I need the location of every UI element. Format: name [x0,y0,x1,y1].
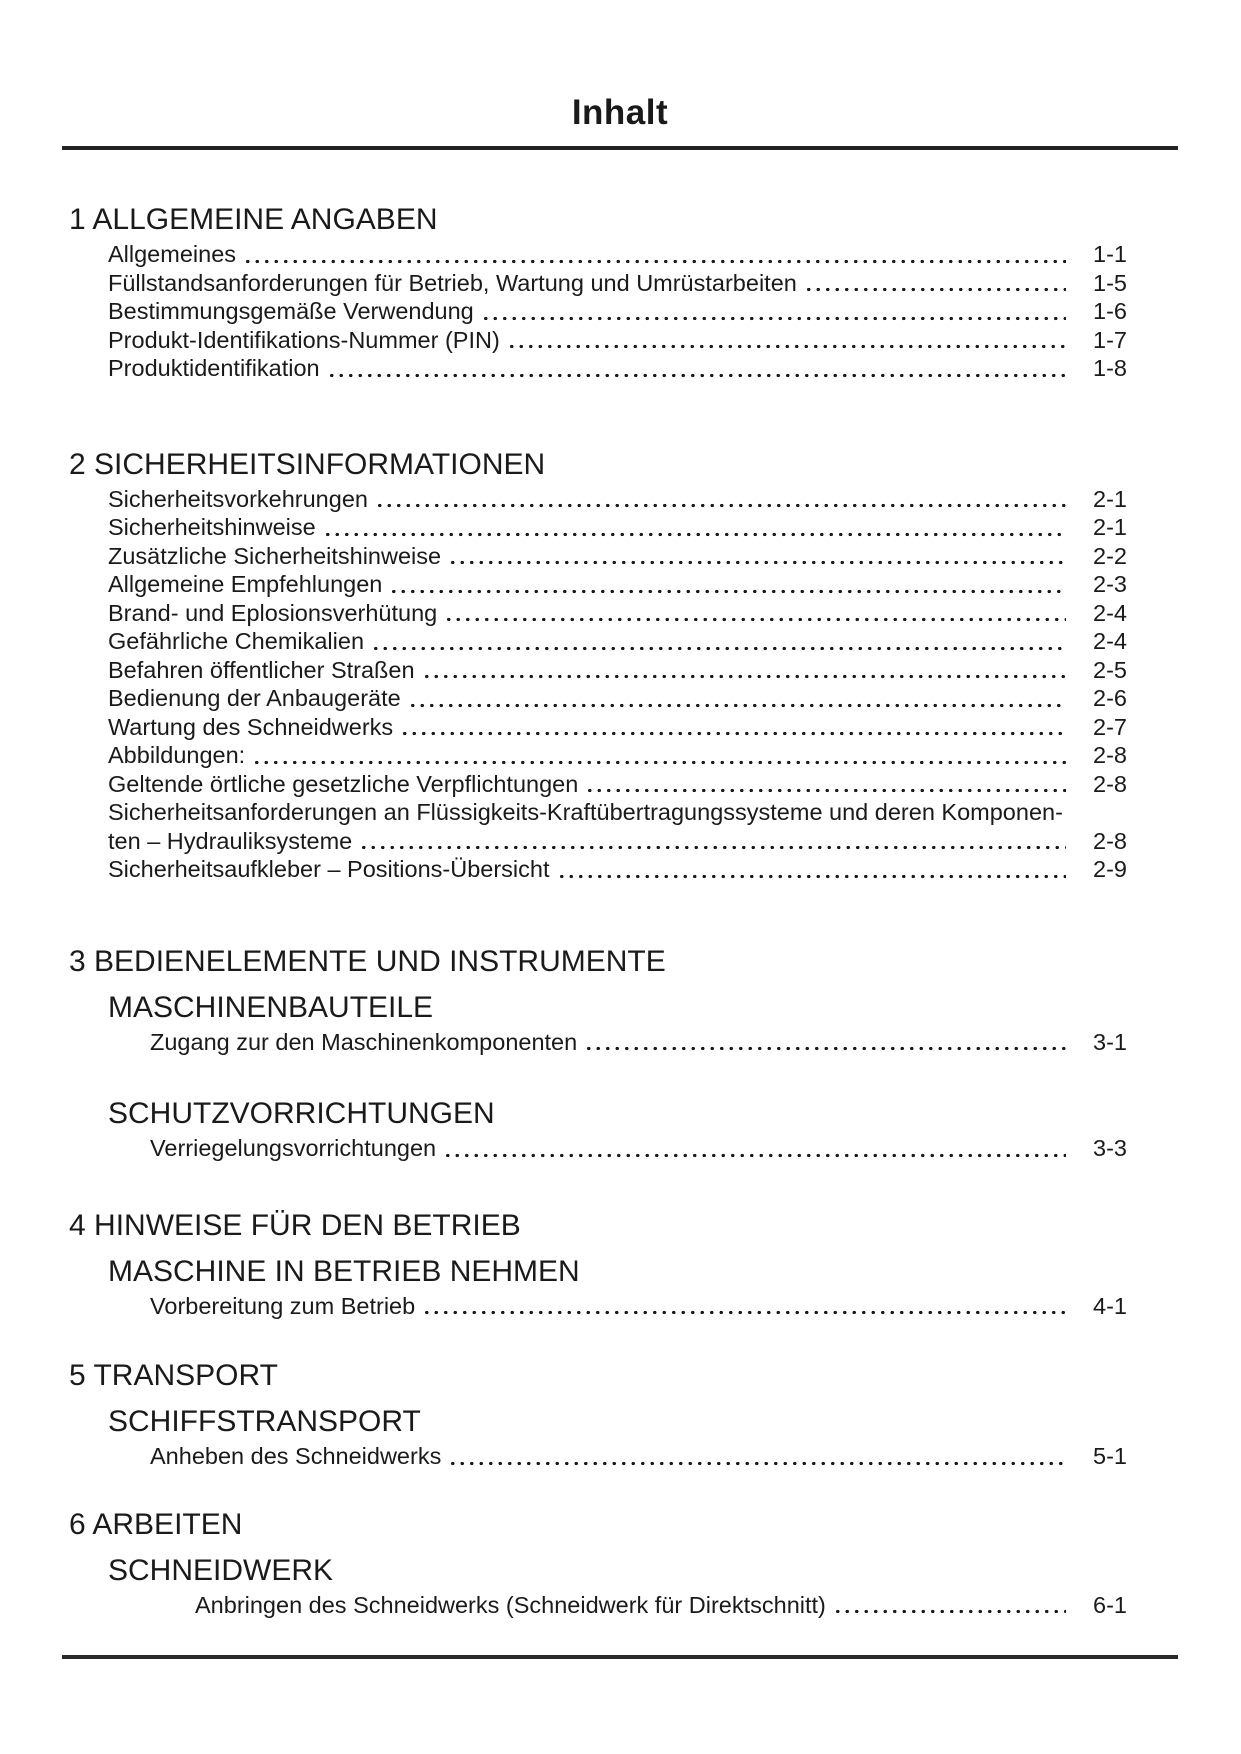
toc-entry-label: ten – Hydrauliksysteme [108,827,353,854]
dot-leader [375,503,1066,508]
toc-entry-page: 3-3 [1093,1135,1127,1161]
chapter-2-entries [62,485,1178,884]
toc-entry [62,627,1178,656]
section-entries [62,1292,1178,1321]
toc-entry [62,1591,1178,1620]
toc-entry-label: Sicherheitsaufkleber – Positions-Übersicht [108,856,550,882]
toc-entry-label: Bedienung der Anbaugeräte [108,685,401,711]
toc-entry-label: Befahren öffentlicher Straßen [108,656,415,683]
toc-entry-label: Produktidentifikation [108,355,320,381]
dot-leader [243,259,1066,264]
title-rule [62,146,1178,150]
toc-entry-page: 2-6 [1093,685,1127,711]
toc-entry [62,240,1178,269]
toc-entry-page: 5-1 [1093,1443,1127,1469]
dot-leader [422,674,1066,679]
toc-entry-label: Allgemeines [108,241,237,267]
chapter-title-text: SICHERHEITSINFORMATIONEN [94,447,546,481]
toc-entry-label: Zugang zur den Maschinenkomponenten [150,1028,578,1055]
toc-entry-page: 1-7 [1093,326,1127,353]
toc-entry-label: Gefährliche Chemikalien [108,628,365,654]
dot-leader [833,1609,1066,1614]
dot-leader [557,874,1067,879]
toc-entry [62,513,1178,542]
dot-leader [448,1461,1066,1466]
toc-entry-page: 2-7 [1093,713,1127,740]
dot-leader [585,788,1066,793]
chapter-title-text: BEDIENELEMENTE UND INSTRUMENTE [94,944,666,978]
chapter-title-text: HINWEISE FÜR DEN BETRIEB [94,1208,521,1242]
dot-leader [584,1046,1066,1051]
toc-entry-page: 2-8 [1093,742,1127,768]
toc-entry-label: Produkt-Identifikations-Nummer (PIN) [108,326,500,353]
toc-entry-label: Füllstandsanforderungen für Betrieb, Wartung und Umrüstarbeiten [108,269,797,296]
chapter-heading-2 [62,447,1178,483]
toc-entry-label: Brand- und Eplosionsverhütung [108,599,438,626]
section-heading: SCHUTZVORRICHTUNGEN [108,1097,495,1130]
dot-leader [448,560,1066,565]
dot-leader [481,316,1066,321]
section-entries [62,1134,1178,1163]
chapter-heading-1 [62,202,1178,238]
chapter-number: 4 [69,1208,86,1242]
toc-entry [62,354,1178,383]
toc-entry [62,485,1178,514]
toc-entry [62,326,1178,355]
bottom-rule [62,1655,1178,1659]
toc-entry-label: Abbildungen: [108,742,246,768]
dot-leader [371,646,1066,651]
toc-entry-label: Anbringen des Schneidwerks (Schneidwerk für Direktschnitt) [195,1591,826,1618]
toc-entry-page: 2-8 [1093,827,1127,854]
dot-leader [252,760,1066,765]
toc-entry-page: 2-4 [1093,599,1127,626]
toc-entry-label: Sicherheitsanforderungen an Flüssigkeits-Kraftübertragungssysteme und deren Komponen- [108,799,1063,825]
dot-leader [323,532,1066,537]
toc-entry [62,1442,1178,1471]
chapter-heading-5 [62,1358,1178,1394]
toc-entry [62,269,1178,298]
dot-leader [804,287,1066,292]
toc-entry-page: 4-1 [1093,1292,1127,1319]
chapter-number: 5 [69,1359,86,1392]
toc-entry [62,542,1178,571]
dot-leader [327,373,1066,378]
toc-entry-label: Vorbereitung zum Betrieb [150,1292,416,1319]
chapter-heading-3 [62,944,1178,980]
toc-entry [62,741,1178,770]
toc-entry-label: Sicherheitshinweise [108,514,316,540]
toc-entry [62,656,1178,685]
toc-entry-page: 6-1 [1093,1591,1127,1618]
toc-entry [62,770,1178,799]
toc-entry-page: 2-4 [1093,628,1127,654]
toc-entry-page: 2-5 [1093,656,1127,683]
toc-entry-page: 1-6 [1093,298,1127,324]
toc-entry-label: Zusätzliche Sicherheitshinweise [108,542,442,569]
toc-entry-page: 2-3 [1093,571,1127,597]
dot-leader [422,1310,1066,1315]
toc-entry [62,599,1178,628]
toc-entry-page: 2-1 [1093,485,1127,512]
dot-leader [444,617,1066,622]
toc-entry-page: 2-2 [1093,542,1127,569]
toc-entry [62,297,1178,326]
toc-entry [62,1134,1178,1163]
section-heading: MASCHINE IN BETRIEB NEHMEN [108,1254,580,1288]
section-heading: MASCHINENBAUTEILE [108,990,434,1024]
chapter-heading-4 [62,1208,1178,1244]
toc-entry [62,713,1178,742]
toc-entry-page: 1-1 [1093,241,1127,267]
chapter-number: 3 [69,944,86,978]
toc-entry-label: Bestimmungsgemäße Verwendung [108,298,474,324]
chapter-number: 1 [69,203,86,236]
toc-entry-page: 2-8 [1093,770,1127,797]
toc-entry-page: 1-8 [1093,355,1127,381]
chapter-title-text: TRANSPORT [93,1359,278,1392]
toc-entry [62,1028,1178,1057]
toc-entry [62,684,1178,713]
section-entries [62,1028,1178,1057]
toc-entry [62,827,1178,856]
toc-entry-page: 3-1 [1093,1028,1127,1055]
section-heading: SCHNEIDWERK [108,1553,334,1587]
toc-entry [62,1292,1178,1321]
chapter-title-text: ALLGEMEINE ANGABEN [92,203,438,236]
chapter-number: 6 [69,1507,86,1541]
toc-entry-label: Wartung des Schneidwerks [108,713,394,740]
toc-entry-page: 2-1 [1093,514,1127,540]
toc-entry-label: Geltende örtliche gesetzliche Verpflichtungen [108,770,579,797]
page-title: Inhalt [571,93,669,132]
section-heading: SCHIFFSTRANSPORT [108,1405,421,1438]
chapter-heading-6 [62,1507,1178,1543]
toc-entry-wrap-line [62,798,1178,827]
toc-entry [62,855,1178,884]
toc-entry-label: Anheben des Schneidwerks [150,1443,442,1469]
dot-leader [408,703,1066,708]
toc-entry-page: 2-9 [1093,856,1127,882]
chapter-1-entries [62,240,1178,383]
dot-leader [507,344,1066,349]
dot-leader [400,731,1066,736]
dot-leader [389,589,1066,594]
toc-entry-label: Allgemeine Empfehlungen [108,571,383,597]
toc-entry-label: Sicherheitsvorkehrungen [108,485,368,512]
toc-entry-label: Verriegelungsvorrichtungen [150,1135,437,1161]
dot-leader [443,1153,1066,1158]
dot-leader [359,845,1066,850]
section-entries [62,1442,1178,1471]
toc-entry [62,570,1178,599]
chapter-number: 2 [69,447,86,481]
chapter-title-text: ARBEITEN [92,1507,243,1541]
toc-entry-page: 1-5 [1093,269,1127,296]
section-entries [62,1591,1178,1620]
